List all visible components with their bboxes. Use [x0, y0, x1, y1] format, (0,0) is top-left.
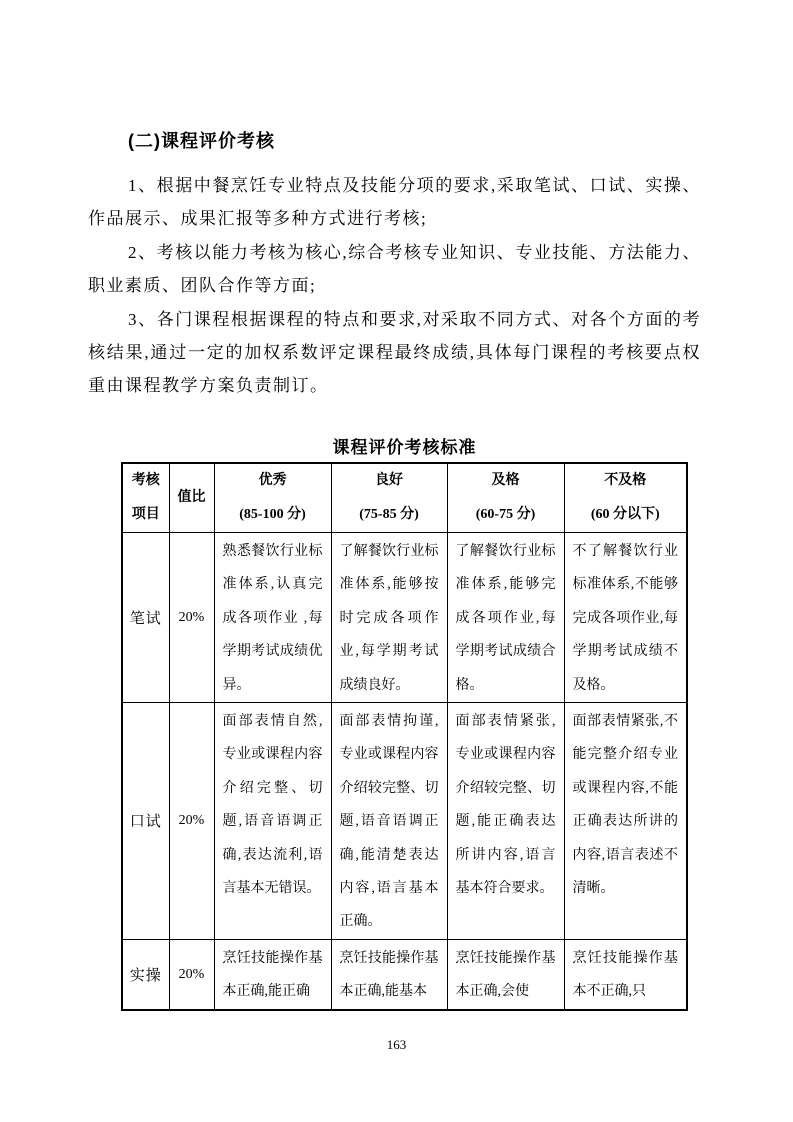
col-header-pass-line2: (60-75 分) — [475, 507, 536, 522]
row-weight-value: 20% — [169, 703, 214, 940]
col-header-item-line2: 项目 — [131, 507, 160, 522]
row-item-label: 笔试 — [122, 533, 169, 703]
col-header-fail — [564, 463, 687, 533]
body-paragraphs — [88, 169, 701, 403]
row-item-label: 实操 — [122, 939, 169, 1010]
col-header-excellent-line2: (85-100 分) — [239, 507, 306, 522]
table-row-written-test — [122, 533, 687, 703]
col-header-pass-line1: 及格 — [491, 473, 520, 488]
page-number: 163 — [386, 1037, 407, 1052]
row-item-label: 口试 — [122, 703, 169, 940]
row-pass-desc: 烹饪技能操作基本正确,会使 — [447, 939, 564, 1010]
paragraph-1: 1、根据中餐烹饪专业特点及技能分项的要求,采取笔试、口试、实操、作品展示、成果汇报等多种方式进行考核; — [88, 176, 701, 229]
col-header-fail-line2: (60 分以下) — [590, 507, 660, 522]
row-excellent-desc: 烹饪技能操作基本正确,能正确 — [214, 939, 331, 1010]
row-fail-desc: 不了解餐饮行业标准体系,不能够完成各项作业,每学期考试成绩不及格。 — [564, 533, 687, 703]
col-header-excellent — [214, 463, 331, 533]
col-header-fail-line1: 不及格 — [604, 473, 647, 488]
row-weight-value: 20% — [169, 533, 214, 703]
col-header-good — [331, 463, 447, 533]
row-excellent-desc: 熟悉餐饮行业标准体系,认真完成各项作业 ,每学期考试成绩优异。 — [214, 533, 331, 703]
row-good-desc: 了解餐饮行业标准体系,能够按时完成各项作业,每学期考试成绩良好。 — [331, 533, 447, 703]
row-good-desc: 面部表情拘谨,专业或课程内容介绍较完整、切题,语音语调正确,能清楚表达内容,语言基本正确。 — [331, 703, 447, 940]
col-header-excellent-line1: 优秀 — [258, 473, 287, 488]
row-pass-desc: 了解餐饮行业标准体系,能够完成各项作业,每学期考试成绩合格。 — [447, 533, 564, 703]
col-header-good-line1: 良好 — [375, 473, 403, 488]
row-weight-value: 20% — [169, 939, 214, 1010]
table-header-row — [122, 463, 687, 533]
col-header-item — [122, 463, 169, 533]
row-good-desc: 烹饪技能操作基本正确,能基本 — [331, 939, 447, 1010]
col-header-good-line2: (75-85 分) — [359, 507, 419, 522]
paragraph-3: 3、各门课程根据课程的特点和要求,对采取不同方式、对各个方面的考核结果,通过一定的加权系数评定课程最终成绩,具体每门课程的考核要点权重由课程教学方案负责制订。 — [88, 309, 701, 396]
table-title: 课程评价考核标准 — [332, 438, 477, 457]
row-excellent-desc: 面部表情自然,专业或课程内容介绍完整、切题,语音语调正确,表达流利,语言基本无错误。 — [214, 703, 331, 940]
row-fail-desc: 烹饪技能操作基本不正确,只 — [564, 939, 687, 1010]
col-header-item-line1: 考核 — [131, 473, 160, 488]
table-row-practical-test — [122, 939, 687, 1010]
col-header-weight — [169, 463, 214, 533]
col-header-pass — [447, 463, 564, 533]
paragraph-2: 2、考核以能力考核为核心,综合考核专业知识、专业技能、方法能力、职业素质、团队合作等方面; — [88, 242, 701, 296]
row-fail-desc: 面部表情紧张,不能完整介绍专业或课程内容,不能正确表达所讲的内容,语言表述不清晰。 — [564, 703, 687, 940]
row-pass-desc: 面部表情紧张,专业或课程内容介绍较完整、切题,能正确表达所讲内容,语言基本符合要求。 — [447, 703, 564, 940]
table-row-oral-test — [122, 703, 687, 940]
evaluation-table — [121, 462, 688, 1011]
col-header-weight-line1: 值比 — [177, 490, 206, 505]
section-heading: (二)课程评价考核 — [128, 131, 275, 151]
